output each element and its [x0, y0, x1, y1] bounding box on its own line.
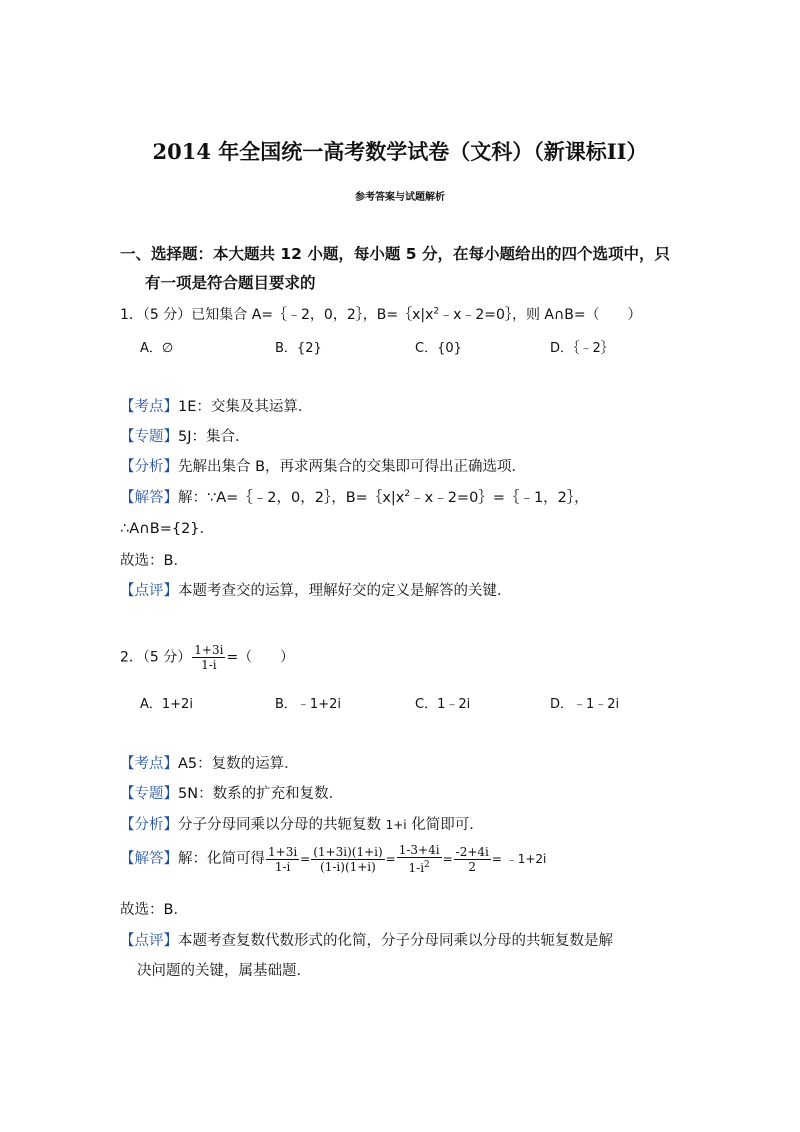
- question-1-stem: [120, 304, 642, 324]
- q2-jieda-prefix: 解：化简可得: [178, 851, 265, 867]
- q2-fenxi-conjugate: 1+i: [385, 818, 407, 832]
- q1-stem-exponent: 2: [433, 306, 440, 317]
- q1-choice: 故选：B．: [120, 553, 188, 569]
- q2-fenxi-tag: 【分析】: [120, 817, 178, 833]
- q2-jieda-fraction-4: [454, 845, 491, 874]
- q2-jieda-fraction-1: [266, 845, 299, 874]
- q1-fenxi-tag: 【分析】: [120, 459, 178, 475]
- q1-jieda-exponent: 2: [404, 489, 411, 500]
- q2-fenxi-part1: 分子分母同乘以分母的共轭复数: [178, 817, 386, 833]
- q1-jieda-tag: 【解答】: [120, 490, 178, 506]
- question-2-stem: [120, 643, 294, 672]
- q2-eq-1: =: [300, 852, 311, 866]
- q1-fenxi: [120, 455, 526, 476]
- section-heading-line1: 一、选择题：本大题共 12 小题，每小题 5 分，在每小题给出的四个选项中，只: [120, 245, 670, 263]
- page-subtitle: 参考答案与试题解析: [355, 192, 445, 203]
- q1-zhuanti-tag: 【专题】: [120, 429, 178, 445]
- q1-stem-part2: ﹣x﹣2=0｝，则 A∩B=（ ）: [439, 307, 642, 323]
- q2-fenxi: [120, 813, 484, 834]
- q2-f3-numerator: 1-3+4i: [398, 843, 440, 857]
- q1-option-d: D．｛﹣2｝: [550, 341, 614, 356]
- q1-kaodian-text: 1E：交集及其运算．: [178, 399, 313, 415]
- q1-stem-part1: 1．（5 分）已知集合 A=｛﹣2，0，2｝，B=｛x|x: [120, 307, 434, 323]
- q2-stem-prefix: 2．（5 分）: [120, 649, 192, 666]
- q2-zhuanti-text: 5N：数系的扩充和复数．: [178, 786, 344, 802]
- q2-option-c: C．1﹣2i: [415, 697, 471, 712]
- q2-dianping-continuation: 决问题的关键，属基础题．: [137, 963, 311, 979]
- q1-fenxi-text: 先解出集合 B，再求两集合的交集即可得出正确选项．: [178, 459, 527, 475]
- q1-jieda-part2: ﹣x﹣2=0｝=｛﹣1，2｝，: [410, 490, 589, 506]
- q2-f3-den-exponent: 2: [424, 860, 430, 870]
- q1-conclusion: ∴A∩B={2}．: [120, 521, 215, 537]
- q2-option-a: A．1+2i: [140, 697, 193, 712]
- q1-option-b: B．{2}: [275, 341, 322, 356]
- q2-result: = ﹣1+2i: [491, 852, 547, 866]
- q1-zhuanti-text: 5J：集合．: [178, 429, 250, 445]
- q1-dianping-text: 本题考查交的运算，理解好交的定义是解答的关键．: [178, 583, 512, 599]
- q2-stem-denominator: 1-i: [201, 658, 217, 672]
- q2-dianping-tag: 【点评】: [120, 933, 178, 949]
- q2-f1-denominator: 1-i: [274, 859, 291, 874]
- q2-eq-3: =: [442, 852, 453, 866]
- q2-stem-numerator: 1+3i: [194, 643, 224, 657]
- q2-kaodian-text: A5：复数的运算．: [178, 756, 299, 772]
- q2-f4-denominator: 2: [468, 859, 477, 874]
- q2-f3-denominator: [397, 858, 442, 875]
- q1-option-a: A．∅: [140, 341, 174, 356]
- q2-f2-numerator: (1+3i)(1+i): [313, 844, 383, 859]
- q1-dianping: [120, 579, 512, 600]
- q2-option-d: D．﹣1﹣2i: [550, 697, 620, 712]
- q2-f1-numerator: 1+3i: [268, 844, 298, 859]
- q2-dianping-line1: 本题考查复数代数形式的化简，分子分母同乘以分母的共轭复数是解: [178, 933, 613, 949]
- q1-zhuanti: [120, 425, 250, 446]
- q2-jieda: [120, 843, 546, 875]
- q2-kaodian: [120, 752, 299, 773]
- q2-zhuanti: [120, 782, 343, 803]
- q1-option-c: C．{0}: [415, 341, 462, 356]
- q2-jieda-tag: 【解答】: [120, 851, 178, 867]
- q1-jieda-part1: 解：∵A=｛﹣2，0，2｝，B=｛x|x: [178, 490, 405, 506]
- q1-kaodian: [120, 395, 312, 416]
- q2-option-b: B．﹣1+2i: [275, 697, 341, 712]
- q2-choice: 故选：B．: [120, 902, 188, 918]
- page-title: 2014 年全国统一高考数学试卷（文科）（新课标II）: [152, 139, 648, 164]
- q2-jieda-fraction-2: [311, 845, 384, 874]
- q2-f3-den-base: 1-i: [408, 861, 425, 875]
- q2-stem-suffix: =（ ）: [226, 649, 295, 666]
- section-heading-line2: 有一项是符合题目要求的: [145, 274, 316, 292]
- q1-jieda: [120, 486, 589, 507]
- q2-kaodian-tag: 【考点】: [120, 756, 178, 772]
- q2-f2-denominator: (1-i)(1+i): [320, 859, 376, 874]
- q1-kaodian-tag: 【考点】: [120, 399, 178, 415]
- q2-fenxi-part2: 化简即可．: [406, 817, 484, 833]
- q2-f4-numerator: -2+4i: [455, 844, 489, 859]
- q1-dianping-tag: 【点评】: [120, 583, 178, 599]
- q2-eq-2: =: [385, 852, 396, 866]
- q2-zhuanti-tag: 【专题】: [120, 786, 178, 802]
- q2-stem-fraction: [192, 643, 225, 672]
- q2-dianping: [120, 929, 613, 950]
- q2-jieda-fraction-3: [397, 843, 442, 875]
